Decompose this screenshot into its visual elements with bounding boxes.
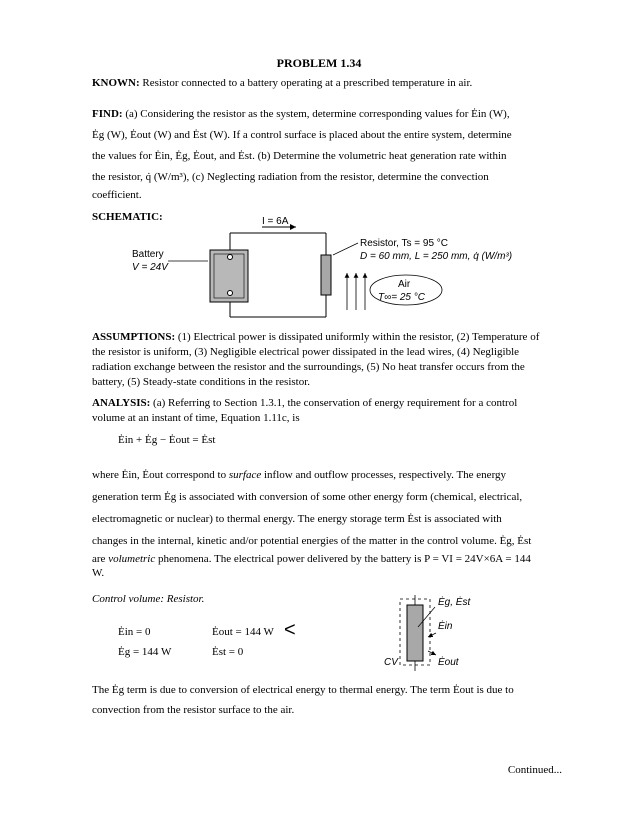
known-section [92, 76, 562, 91]
find-line-3: the values for Ėin, Ėg, Ėout, and Ėst. (b) Determine the volumetric heat generation rate within [92, 150, 507, 162]
assumptions-label: ASSUMPTIONS: [92, 331, 176, 343]
fig-ein: Ėin [438, 621, 453, 632]
known-label: KNOWN: [92, 77, 140, 89]
air-temperature: T∞= 25 °C [378, 292, 425, 303]
answer-marker: < [284, 619, 296, 641]
analysis-label: ANALYSIS: [92, 397, 151, 409]
fig-eout: Ėout [438, 657, 459, 668]
assumptions-line-2: the resistor is uniform, (3) Negligible electrical power dissipated in the lead wires, (4) Negligible [92, 345, 520, 358]
problem-title: PROBLEM 1.34 [276, 56, 362, 70]
analysis-p1-a: where Ėin, Ėout correspond to [92, 469, 227, 481]
find-line-1: (a) Considering the resistor as the system, determine corresponding values for Ėin (W), [125, 108, 510, 120]
analysis-p6: W. [92, 567, 105, 579]
resistor [321, 255, 331, 295]
closing-line-1: The Ėg term is due to conversion of electrical energy to thermal energy. The term Ėout is due to [92, 684, 514, 696]
battery-label: Battery [132, 249, 164, 260]
analysis-line-2: volume at an instant of time, Equation 1.11c, is [92, 411, 300, 424]
analysis-section [92, 396, 562, 426]
analysis-p4: changes in the internal, kinetic and/or potential energies of the matter in the control volume. Ėg, Ėst [92, 535, 532, 547]
analysis-p5-b: phenomena. The electrical power delivered by the battery is P = VI = 24V×6A = 144 [157, 553, 531, 565]
fig-cv: CV [384, 657, 398, 668]
assumptions-section [92, 330, 562, 389]
assumptions-line-3: radiation exchange between the resistor and the surroundings, (5) No heat transfer occurs from the [92, 360, 525, 373]
find-line-5: coefficient. [92, 189, 142, 201]
energy-equation: Ėin + Ėg − Ėout = Ėst [118, 434, 216, 446]
find-line-2: Ėg (W), Ėout (W) and Ėst (W). If a control surface is placed about the entire system, determine [92, 129, 512, 141]
assumptions-line-1: (1) Electrical power is dissipated uniformly within the resistor, (2) Temperature of [177, 331, 540, 343]
find-line-4: the resistor, q̇ (W/m³), (c) Neglecting radiation from the resistor, determine the convection [92, 171, 489, 183]
closing-paragraph [92, 680, 562, 720]
battery-voltage: V = 24V [132, 262, 168, 273]
est-value: Ėst = 0 [212, 646, 244, 658]
air-label: Air [398, 279, 411, 290]
schematic-heading: SCHEMATIC: [92, 211, 163, 223]
eout-value: Ėout = 144 W [212, 626, 274, 638]
assumptions-line-4: battery, (5) Steady-state conditions in the resistor. [92, 375, 311, 388]
analysis-p5-em: volumetric [108, 553, 156, 565]
resistor-line-1: Resistor, Ts = 95 °C [360, 238, 449, 249]
battery-terminal-bottom [228, 291, 233, 296]
analysis-p2: generation term Ėg is associated with conversion of some other energy form (chemical, electrical, [92, 491, 523, 503]
control-volume-figure [370, 585, 510, 675]
continued-note: Continued... [507, 764, 562, 776]
analysis-p1-b: inflow and outflow processes, respectively. The energy [264, 469, 507, 481]
current-label: I = 6A [262, 216, 289, 227]
cv-resistor [407, 605, 423, 661]
resistor-line-2: D = 60 mm, L = 250 mm, q̇ (W/m³) [360, 251, 513, 262]
battery-terminal-top [228, 255, 233, 260]
ein-value: Ėin = 0 [118, 626, 151, 638]
closing-line-2: convection from the resistor surface to the air. [92, 704, 295, 716]
find-section [92, 104, 562, 202]
analysis-line-1: (a) Referring to Section 1.3.1, the conservation of energy requirement for a control [153, 397, 518, 409]
analysis-p5-a: are [92, 553, 106, 565]
control-volume-label: Control volume: Resistor. [92, 593, 205, 605]
analysis-paragraph [92, 464, 562, 580]
fig-eg-est: Ėg, Ėst [438, 597, 471, 608]
find-label: FIND: [92, 108, 123, 120]
analysis-p1-em: surface [228, 469, 262, 481]
eg-value: Ėg = 144 W [118, 646, 172, 658]
circuit-schematic [0, 215, 638, 320]
known-text: Resistor connected to a battery operating at a prescribed temperature in air. [142, 77, 473, 89]
analysis-p3: electromagnetic or nuclear) to thermal energy. The energy storage term Ėst is associated with [92, 513, 502, 525]
